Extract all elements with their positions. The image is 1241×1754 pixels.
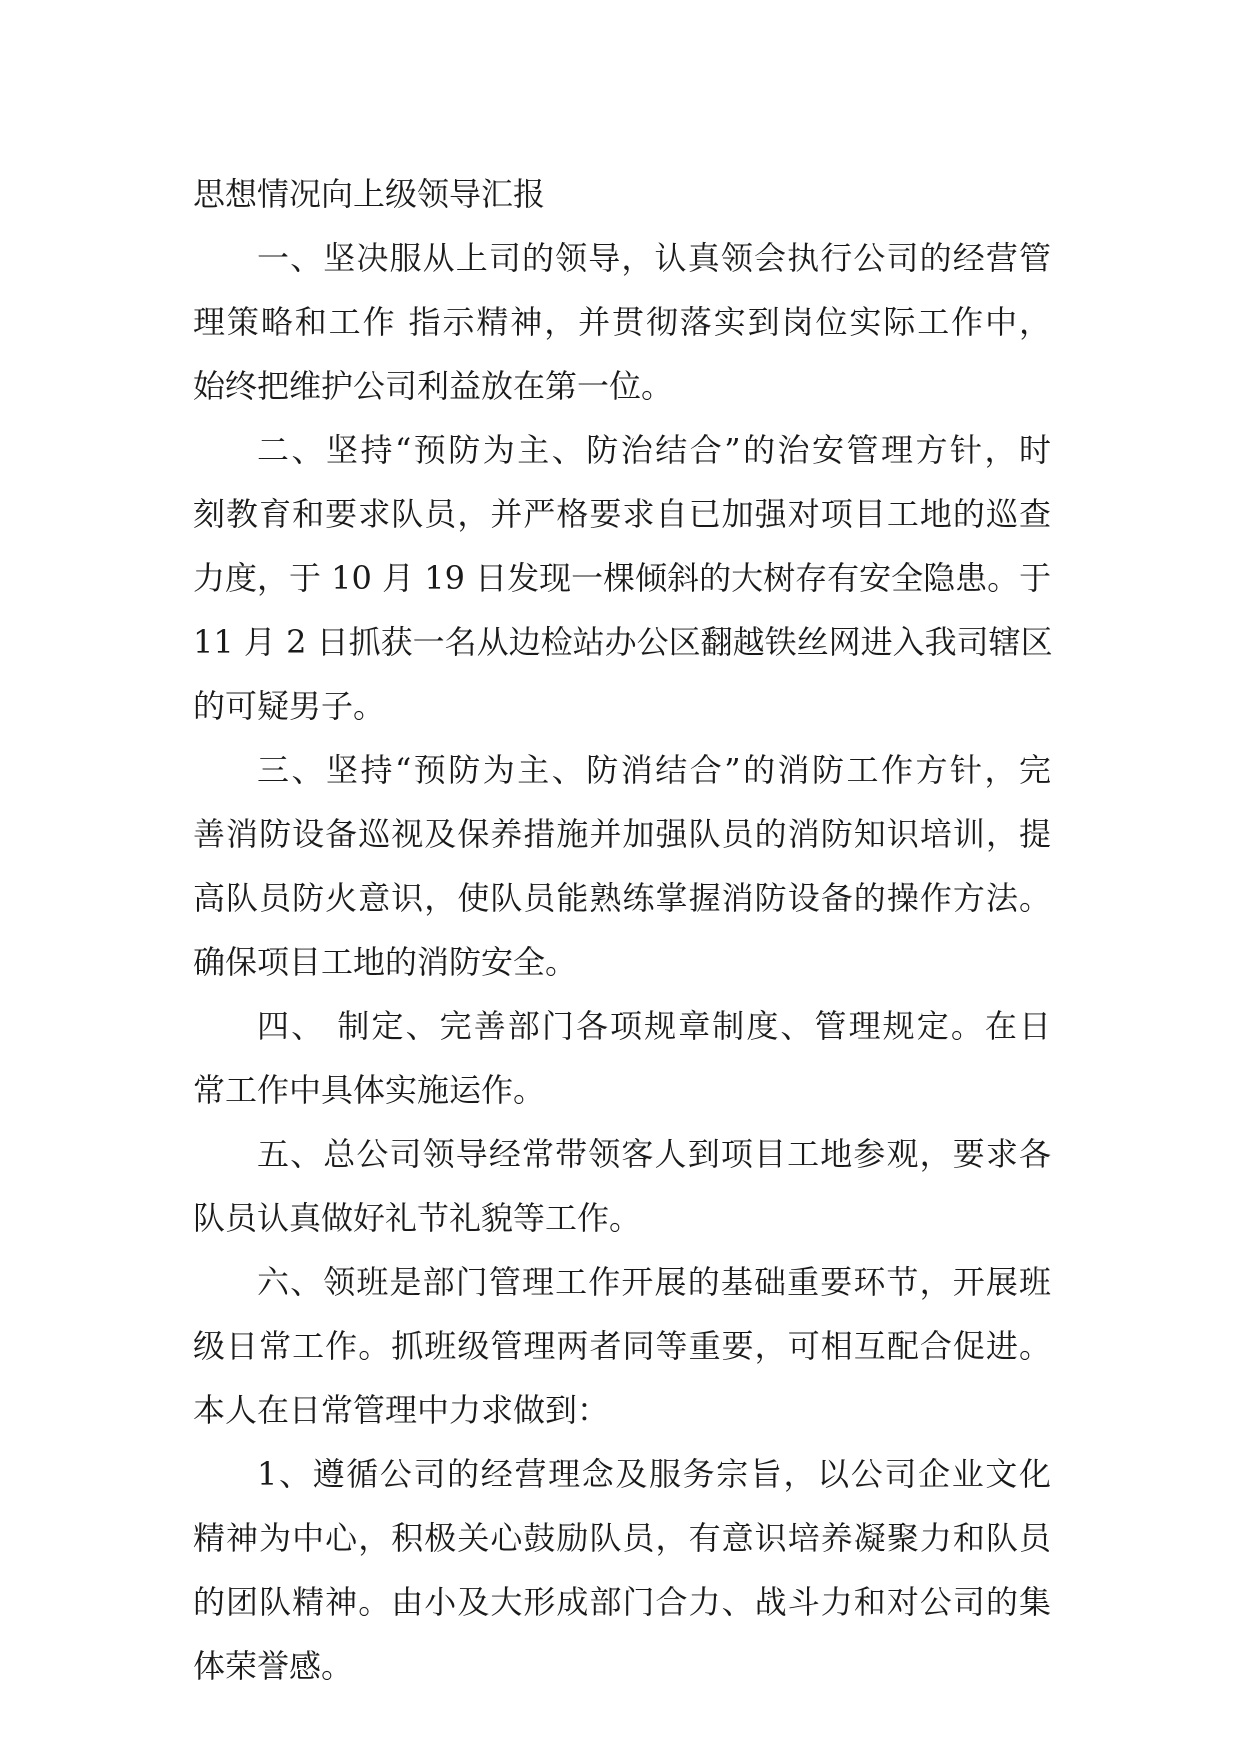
text-line: 理策略和工作 指示精神，并贯彻落实到岗位实际工作中， <box>193 303 1051 341</box>
text-line: 五、总公司领导经常带领客人到项目工地参观，要求各 <box>257 1135 1051 1173</box>
text-line: 一、坚决服从上司的领导，认真领会执行公司的经营管 <box>257 239 1051 277</box>
text-line: 的可疑男子。 <box>193 687 386 725</box>
document-body <box>193 162 1051 1698</box>
text-line: 的团队精神。由小及大形成部门合力、战斗力和对公司的集 <box>193 1583 1051 1621</box>
text-line: 级日常工作。抓班级管理两者同等重要，可相互配合促进。 <box>193 1327 1051 1365</box>
text-line: 刻教育和要求队员，并严格要求自已加强对项目工地的巡查 <box>193 495 1051 533</box>
text-line: 高队员防火意识，使队员能熟练掌握消防设备的操作方法。 <box>193 879 1051 917</box>
text-line: 思想情况向上级领导汇报 <box>193 175 546 213</box>
text-line: 三、坚持“预防为主、防消结合”的消防工作方针，完 <box>257 751 1051 789</box>
text-line: 四、 制定、完善部门各项规章制度、管理规定。在日 <box>257 1007 1051 1045</box>
text-line: 力度，于 10 月 19 日发现一棵倾斜的大树存有安全隐患。于 <box>193 559 1052 597</box>
text-line: 精神为中心，积极关心鼓励队员，有意识培养凝聚力和队员 <box>193 1519 1051 1557</box>
text-line: 体荣誉感。 <box>193 1647 354 1685</box>
text-line: 1、遵循公司的经营理念及服务宗旨，以公司企业文化 <box>257 1455 1051 1493</box>
text-line: 队员认真做好礼节礼貌等工作。 <box>193 1199 642 1237</box>
text-line: 常工作中具体实施运作。 <box>193 1071 546 1109</box>
text-line: 二、坚持“预防为主、防治结合”的治安管理方针，时 <box>257 431 1051 469</box>
text-line: 本人在日常管理中力求做到： <box>193 1391 610 1429</box>
text-line: 11 月 2 日抓获一名从边检站办公区翻越铁丝网进入我司辖区 <box>193 623 1053 661</box>
text-line: 善消防设备巡视及保养措施并加强队员的消防知识培训，提 <box>193 815 1051 853</box>
text-line: 六、领班是部门管理工作开展的基础重要环节，开展班 <box>257 1263 1051 1301</box>
text-line: 确保项目工地的消防安全。 <box>193 943 578 981</box>
text-line: 始终把维护公司利益放在第一位。 <box>193 367 674 405</box>
